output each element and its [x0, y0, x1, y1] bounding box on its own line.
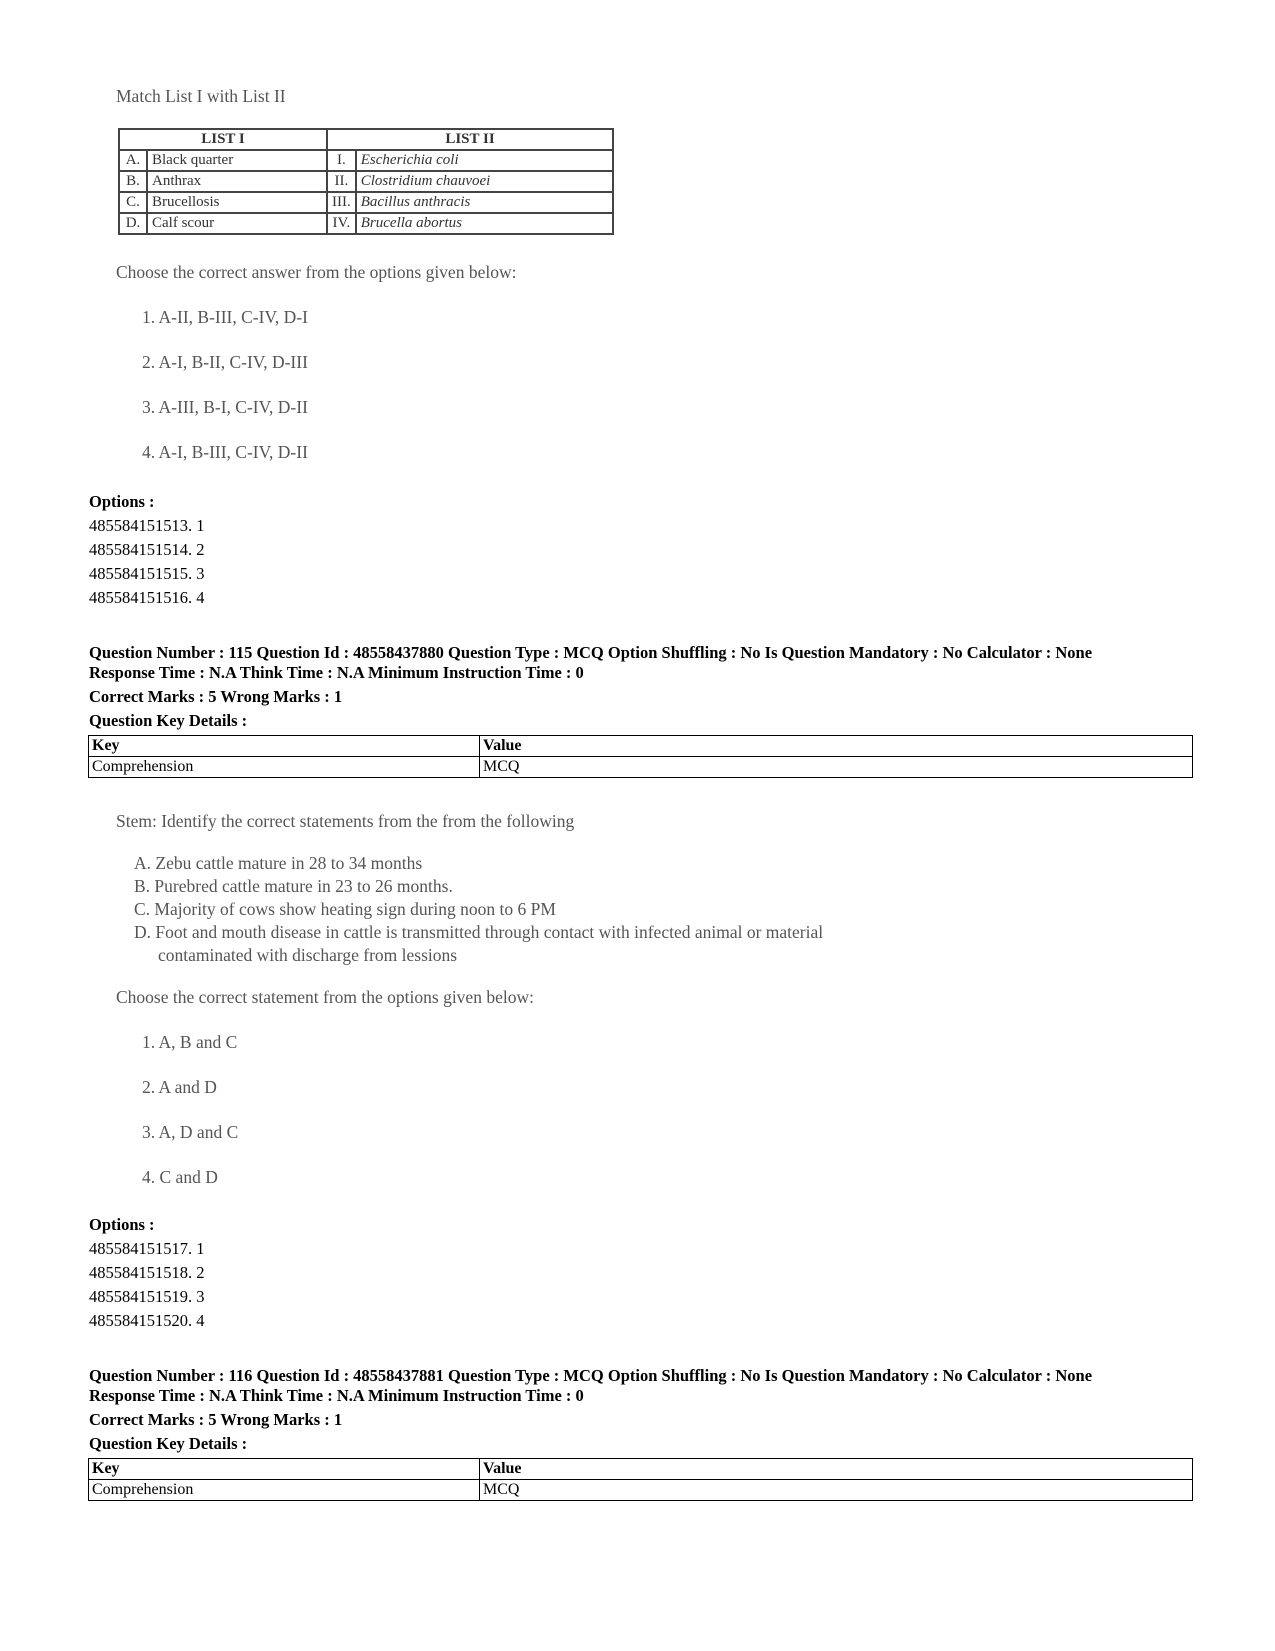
table-row: C. Brucellosis III. Bacillus anthracis — [119, 192, 613, 213]
statement-item: B. Purebred cattle mature in 23 to 26 months. — [134, 876, 453, 896]
question-timing: Response Time : N.A Think Time : N.A Minimum Instruction Time : 0 — [89, 663, 584, 682]
table-row: Comprehension MCQ — [89, 757, 1193, 778]
key-details-table — [88, 735, 1193, 778]
match-heading: Match List I with List II — [116, 86, 286, 106]
table-row: A. Black quarter I. Escherichia coli — [119, 150, 613, 171]
choice-item: 4. A-I, B-III, C-IV, D-II — [142, 442, 308, 462]
question-marks: Correct Marks : 5 Wrong Marks : 1 — [89, 687, 343, 706]
question-meta: Question Number : 115 Question Id : 48558437880 Question Type : MCQ Option Shuffling : No Is Question Mandatory : No Calculator : None — [89, 643, 1093, 662]
key-header: Key — [89, 736, 480, 757]
choice-item: 3. A, D and C — [142, 1122, 239, 1142]
key-header: Key — [89, 1459, 480, 1480]
table-row: B. Anthrax II. Clostridium chauvoei — [119, 171, 613, 192]
list1-header: LIST I — [119, 129, 327, 150]
options-label: Options : — [89, 492, 155, 511]
question-timing: Response Time : N.A Think Time : N.A Minimum Instruction Time : 0 — [89, 1386, 584, 1405]
question-marks: Correct Marks : 5 Wrong Marks : 1 — [89, 1410, 343, 1429]
option-item: 485584151520. 4 — [89, 1311, 205, 1330]
options-label: Options : — [89, 1215, 155, 1234]
match-table — [118, 128, 614, 235]
choice-item: 2. A-I, B-II, C-IV, D-III — [142, 352, 308, 372]
key-details-label: Question Key Details : — [89, 1434, 248, 1453]
table-row: D. Calf scour IV. Brucella abortus — [119, 213, 613, 234]
choice-item: 3. A-III, B-I, C-IV, D-II — [142, 397, 308, 417]
question-meta: Question Number : 116 Question Id : 48558437881 Question Type : MCQ Option Shuffling : No Is Question Mandatory : No Calculator : None — [89, 1366, 1093, 1385]
table-row: Comprehension MCQ — [89, 1480, 1193, 1501]
value-header: Value — [480, 736, 1193, 757]
option-item: 485584151517. 1 — [89, 1239, 205, 1258]
option-item: 485584151513. 1 — [89, 516, 205, 535]
key-details-table — [88, 1458, 1193, 1501]
list2-header: LIST II — [327, 129, 613, 150]
option-item: 485584151516. 4 — [89, 588, 205, 607]
stem-text: Stem: Identify the correct statements from the from the following — [116, 811, 575, 831]
statement-continuation: contaminated with discharge from lessions — [158, 945, 458, 965]
statement-item: C. Majority of cows show heating sign during noon to 6 PM — [134, 899, 556, 919]
choice-item: 2. A and D — [142, 1077, 217, 1097]
choice-item: 1. A, B and C — [142, 1032, 238, 1052]
key-details-label: Question Key Details : — [89, 711, 248, 730]
choose-instruction: Choose the correct statement from the options given below: — [116, 987, 534, 1007]
option-item: 485584151518. 2 — [89, 1263, 205, 1282]
statement-item: A. Zebu cattle mature in 28 to 34 months — [134, 853, 423, 873]
choice-item: 4. C and D — [142, 1167, 218, 1187]
statement-item: D. Foot and mouth disease in cattle is transmitted through contact with infected animal or material — [134, 922, 824, 942]
option-item: 485584151514. 2 — [89, 540, 205, 559]
choose-instruction: Choose the correct answer from the options given below: — [116, 262, 517, 282]
option-item: 485584151519. 3 — [89, 1287, 205, 1306]
choice-item: 1. A-II, B-III, C-IV, D-I — [142, 307, 308, 327]
value-header: Value — [480, 1459, 1193, 1480]
option-item: 485584151515. 3 — [89, 564, 205, 583]
